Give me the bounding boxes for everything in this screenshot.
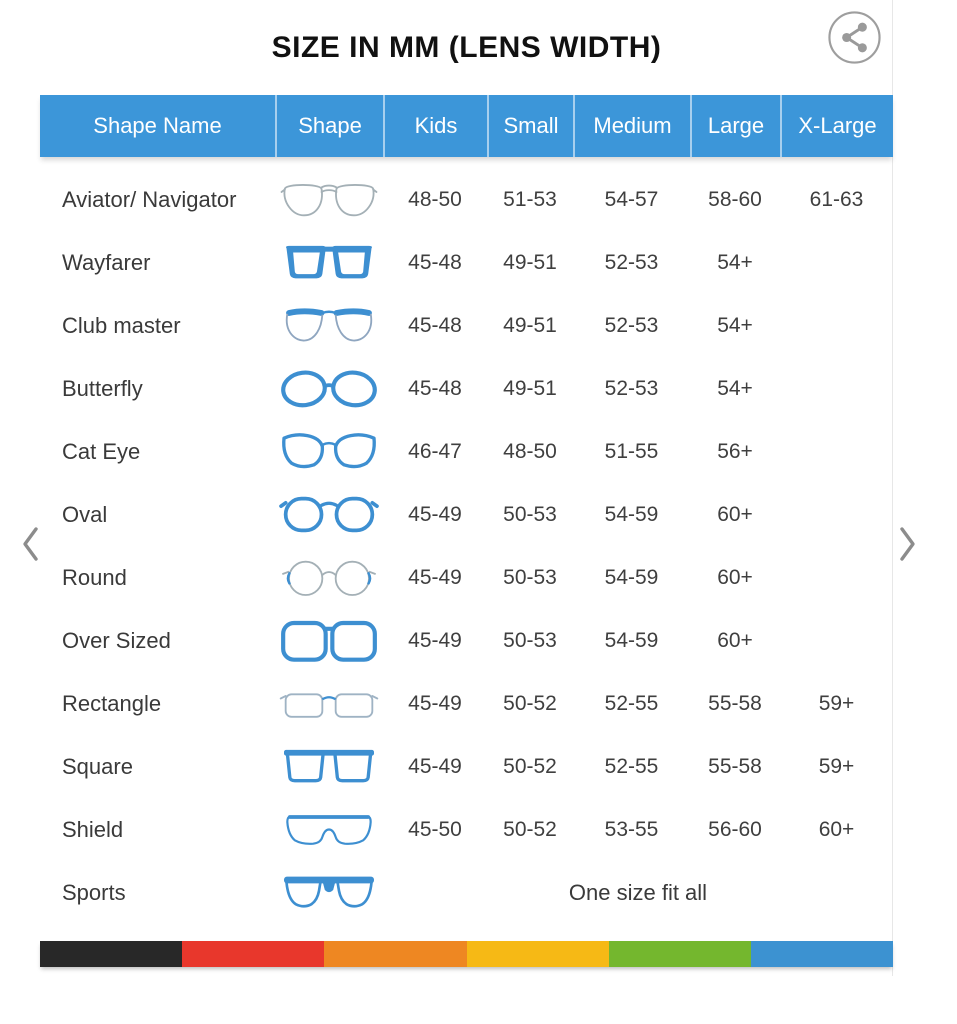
size-cell: 60+ <box>717 502 753 526</box>
page-title: SIZE IN MM (LENS WIDTH) <box>271 30 662 64</box>
column-header-small: Small <box>487 95 573 157</box>
size-cell: 58-60 <box>708 187 762 211</box>
shape-name-cell: Oval <box>62 501 108 527</box>
size-cell: 52-55 <box>604 754 659 778</box>
shape-name-cell: Aviator/ Navigator <box>62 186 237 212</box>
table-row <box>40 672 893 735</box>
table-row <box>40 420 893 483</box>
rectangle-glasses-icon <box>275 680 383 727</box>
size-cell: 50-53 <box>503 565 557 589</box>
oversized-glasses-icon <box>275 617 383 664</box>
shield-glasses-icon <box>275 806 383 853</box>
carousel-prev-button[interactable] <box>18 524 44 564</box>
table-body <box>40 168 893 924</box>
size-cell: 54+ <box>717 250 753 274</box>
size-cell: 60+ <box>717 628 753 652</box>
table-row <box>40 609 893 672</box>
size-cell: 54-57 <box>604 187 659 211</box>
color-bar-segment <box>324 941 466 967</box>
shape-name-cell: Square <box>62 753 133 779</box>
size-cell: 61-63 <box>809 187 864 211</box>
size-cell: 45-48 <box>408 250 462 274</box>
column-header-shape: Shape <box>275 95 383 157</box>
clubmaster-glasses-icon <box>275 302 383 349</box>
chevron-left-icon <box>18 552 44 567</box>
butterfly-glasses-icon <box>275 365 383 412</box>
size-cell: 52-55 <box>604 691 659 715</box>
column-header-x-large: X-Large <box>780 95 893 157</box>
color-bar-segment <box>182 941 324 967</box>
chevron-right-icon <box>894 552 920 567</box>
column-header-shape-name: Shape Name <box>93 113 222 138</box>
shape-name-cell: Sports <box>62 879 126 905</box>
column-header-large: Large <box>690 95 780 157</box>
size-cell: 54+ <box>717 376 753 400</box>
size-cell: 59+ <box>818 754 855 778</box>
size-cell: 55-58 <box>708 754 762 778</box>
size-cell: 56+ <box>717 439 753 463</box>
size-cell: 49-51 <box>503 313 557 337</box>
size-cell: 54-59 <box>604 565 659 589</box>
column-header-medium: Medium <box>573 95 690 157</box>
oval-glasses-icon <box>275 491 383 538</box>
color-bar-segment <box>751 941 893 967</box>
size-cell: 52-53 <box>604 313 659 337</box>
table-row <box>40 231 893 294</box>
size-cell: 45-49 <box>408 565 462 589</box>
size-cell: 52-53 <box>604 376 659 400</box>
size-cell: 60+ <box>818 817 855 841</box>
size-cell: 50-52 <box>503 817 557 841</box>
size-cell: 54-59 <box>604 502 659 526</box>
shape-name-cell: Round <box>62 564 127 590</box>
column-header-kids: Kids <box>383 95 487 157</box>
size-cell: 51-53 <box>503 187 557 211</box>
size-cell: 52-53 <box>604 250 659 274</box>
table-row <box>40 798 893 861</box>
size-cell: 55-58 <box>708 691 762 715</box>
sports-glasses-icon <box>275 869 383 916</box>
size-cell: 54+ <box>717 313 753 337</box>
size-cell: 45-50 <box>408 817 462 841</box>
size-cell: 53-55 <box>604 817 659 841</box>
wayfarer-glasses-icon <box>275 239 383 286</box>
shape-name-cell: Wayfarer <box>62 249 151 275</box>
size-cell: 50-53 <box>503 502 557 526</box>
share-button[interactable] <box>827 10 882 65</box>
size-cell: 54-59 <box>604 628 659 652</box>
size-cell: 51-55 <box>604 439 659 463</box>
table-header-row <box>40 95 893 157</box>
cateye-glasses-icon <box>275 428 383 475</box>
size-cell: 49-51 <box>503 250 557 274</box>
title-bar <box>40 0 893 95</box>
size-cell: 45-49 <box>408 628 462 652</box>
size-cell: 48-50 <box>503 439 557 463</box>
table-row <box>40 357 893 420</box>
shape-name-cell: Butterfly <box>62 375 143 401</box>
aviator-glasses-icon <box>275 176 383 223</box>
table-row <box>40 735 893 798</box>
size-cell: 45-49 <box>408 502 462 526</box>
table-row <box>40 861 893 924</box>
size-cell: 45-49 <box>408 754 462 778</box>
size-cell: 59+ <box>818 691 855 715</box>
square-glasses-icon <box>275 743 383 790</box>
table-row <box>40 483 893 546</box>
color-bar-segment <box>467 941 609 967</box>
carousel-next-button[interactable] <box>894 524 920 564</box>
size-cell: 45-49 <box>408 691 462 715</box>
size-cell: 45-48 <box>408 376 462 400</box>
color-bar-segment <box>609 941 751 967</box>
table-row <box>40 546 893 609</box>
size-cell: 60+ <box>717 565 753 589</box>
size-cell: 50-52 <box>503 691 557 715</box>
shape-name-cell: Rectangle <box>62 690 162 716</box>
table-row <box>40 168 893 231</box>
size-cell: 45-48 <box>408 313 462 337</box>
round-glasses-icon <box>275 554 383 601</box>
size-cell: 50-52 <box>503 754 557 778</box>
size-cell: 50-53 <box>503 628 557 652</box>
size-cell: 48-50 <box>408 187 462 211</box>
shape-name-cell: Club master <box>62 312 181 338</box>
size-cell: 49-51 <box>503 376 557 400</box>
table-row <box>40 294 893 357</box>
color-bar-segment <box>40 941 182 967</box>
size-cell: 56-60 <box>708 817 762 841</box>
share-icon <box>827 53 882 68</box>
brand-color-bar <box>40 941 893 967</box>
shape-name-cell: Over Sized <box>62 627 171 653</box>
shape-name-cell: Shield <box>62 816 124 842</box>
shape-name-cell: Cat Eye <box>62 438 141 464</box>
one-size-cell: One size fit all <box>568 879 708 905</box>
size-cell: 46-47 <box>408 439 462 463</box>
